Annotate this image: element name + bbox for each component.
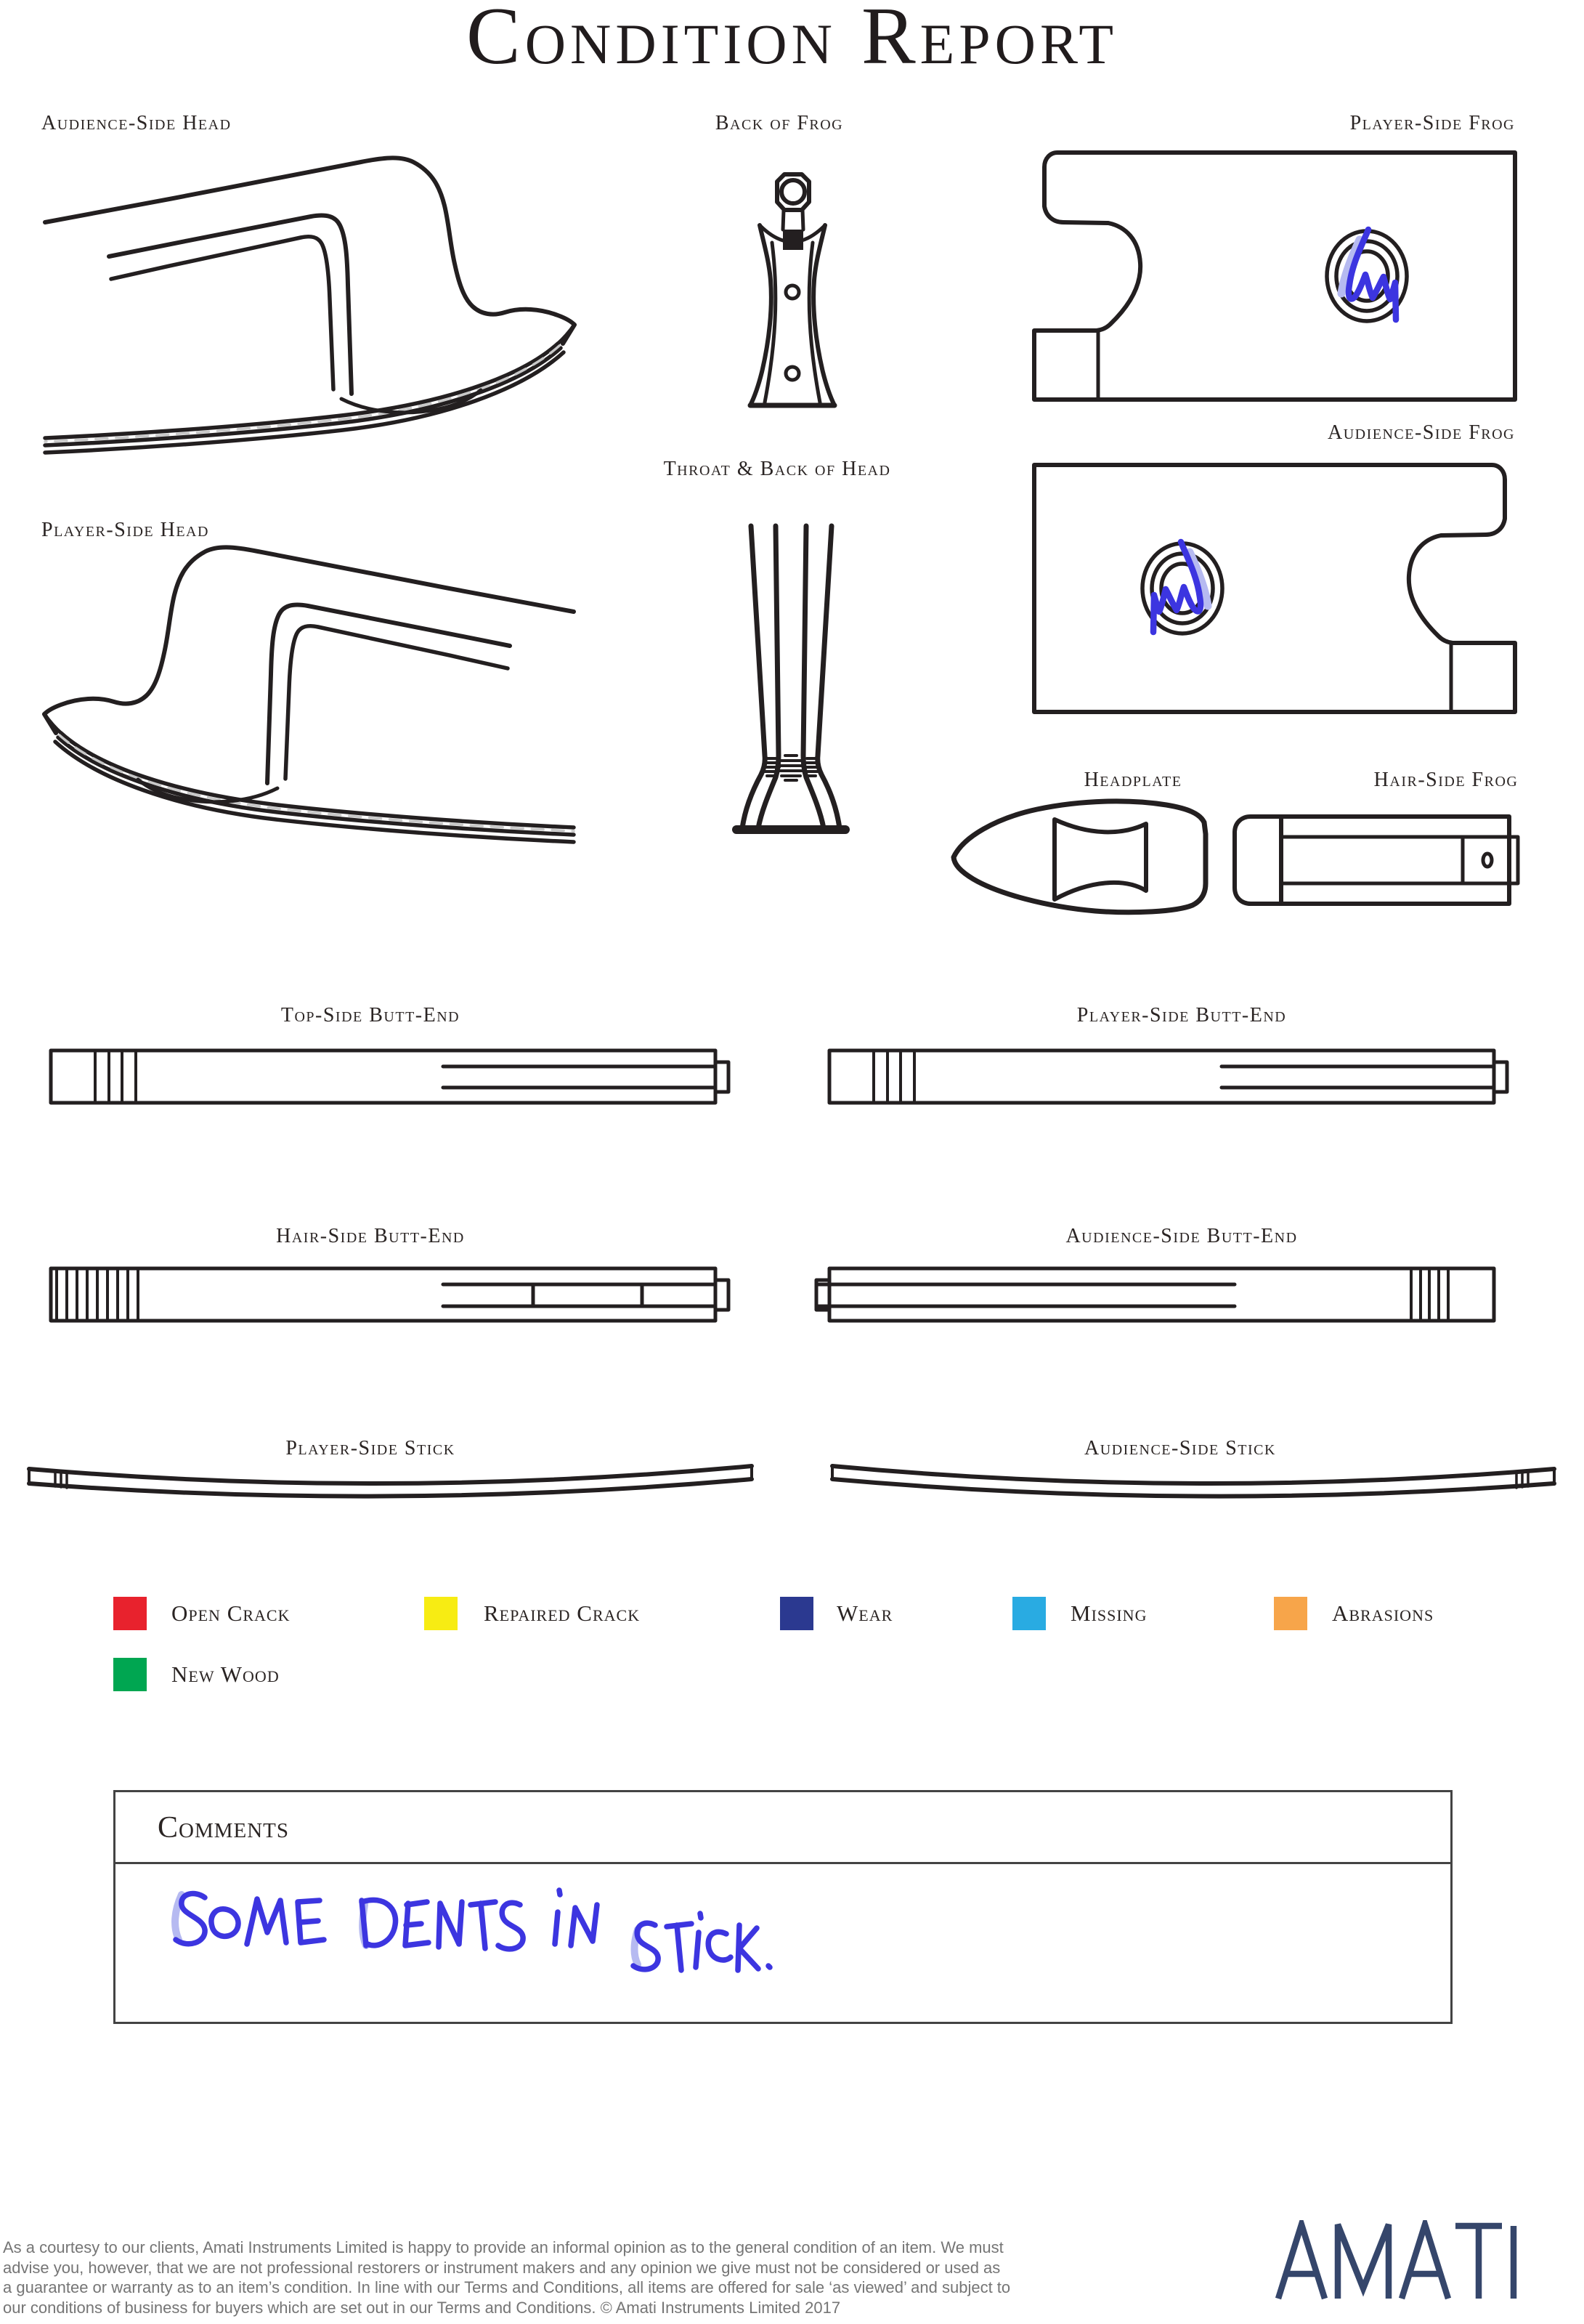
hair-side-frog-diagram [1235,817,1518,904]
legend-swatch-wear [780,1597,813,1630]
legend-label-open-crack: Open Crack [171,1600,291,1626]
label-headplate: Headplate [1084,769,1182,791]
player-side-frog-diagram [1034,153,1515,400]
audience-side-butt-end-diagram [816,1268,1494,1321]
throat-back-of-head-diagram [736,526,845,830]
label-player-side-stick: Player-Side Stick [285,1437,455,1459]
comments-note-text [115,1864,116,1865]
label-hair-side-frog: Hair-Side Frog [1373,769,1519,791]
label-audience-side-butt-end: Audience-Side Butt-End [1065,1225,1298,1247]
legend-swatch-abrasions [1274,1597,1307,1630]
comments-box [113,1790,1453,2024]
label-audience-side-frog: Audience-Side Frog [1328,421,1515,444]
footer-disclaimer [3,2238,1010,2317]
amati-logo [1272,2220,1519,2305]
disclaimer-line: As a courtesy to our clients, Amati Instruments Limited is happy to provide an informal opinion as to the general condition of an item. We must [3,2238,1004,2256]
legend-label-missing: Missing [1071,1600,1148,1626]
audience-side-stick-diagram [832,1466,1554,1497]
pen-scribble-player-frog [1341,230,1396,320]
headplate-diagram [954,801,1206,912]
top-side-butt-end-diagram [51,1050,728,1103]
comments-title: Comments [158,1811,290,1845]
back-of-frog-diagram [750,174,834,405]
comments-header [115,1792,1450,1864]
label-audience-side-head: Audience-Side Head [41,112,232,134]
disclaimer-line: a guarantee or warranty as to an item’s condition. In line with our Terms and Conditions, all items are offered for sale ‘as viewed’ and subject to [3,2278,1011,2296]
amati-logo-graphic [1272,2220,1519,2301]
audience-side-frog-diagram [1034,465,1515,712]
label-back-of-frog: Back of Frog [715,112,844,134]
legend-swatch-open-crack [113,1597,147,1630]
hair-side-butt-end-diagram [51,1268,728,1321]
label-player-side-head: Player-Side Head [41,519,209,541]
legend-label-new-wood: New Wood [171,1661,280,1687]
player-side-stick-diagram [29,1466,752,1497]
label-player-side-frog: Player-Side Frog [1349,112,1515,134]
label-throat-back-of-head: Throat & Back of Head [663,458,891,480]
audience-side-head-diagram [45,158,574,453]
label-audience-side-stick: Audience-Side Stick [1084,1437,1276,1459]
label-hair-side-butt-end: Hair-Side Butt-End [276,1225,465,1247]
player-side-head-diagram [44,547,574,842]
label-top-side-butt-end: Top-Side Butt-End [280,1004,460,1027]
disclaimer-line: advise you, however, that we are not professional restorers or instrument makers and any opinion we give must not be considered or used as [3,2258,1001,2277]
page-title: Condition Report [466,0,1118,81]
legend-label-wear: Wear [837,1600,893,1626]
legend-swatch-missing [1012,1597,1046,1630]
label-player-side-butt-end: Player-Side Butt-End [1076,1004,1287,1027]
legend-label-repaired-crack: Repaired Crack [484,1600,641,1626]
legend-swatch-repaired-crack [424,1597,458,1630]
player-side-butt-end-diagram [829,1050,1507,1103]
legend-swatch-new-wood [113,1658,147,1691]
legend-label-abrasions: Abrasions [1332,1600,1434,1626]
disclaimer-line: our conditions of business for buyers which are set out in our Terms and Conditions. © Amati Instruments Limited 2017 [3,2298,841,2317]
